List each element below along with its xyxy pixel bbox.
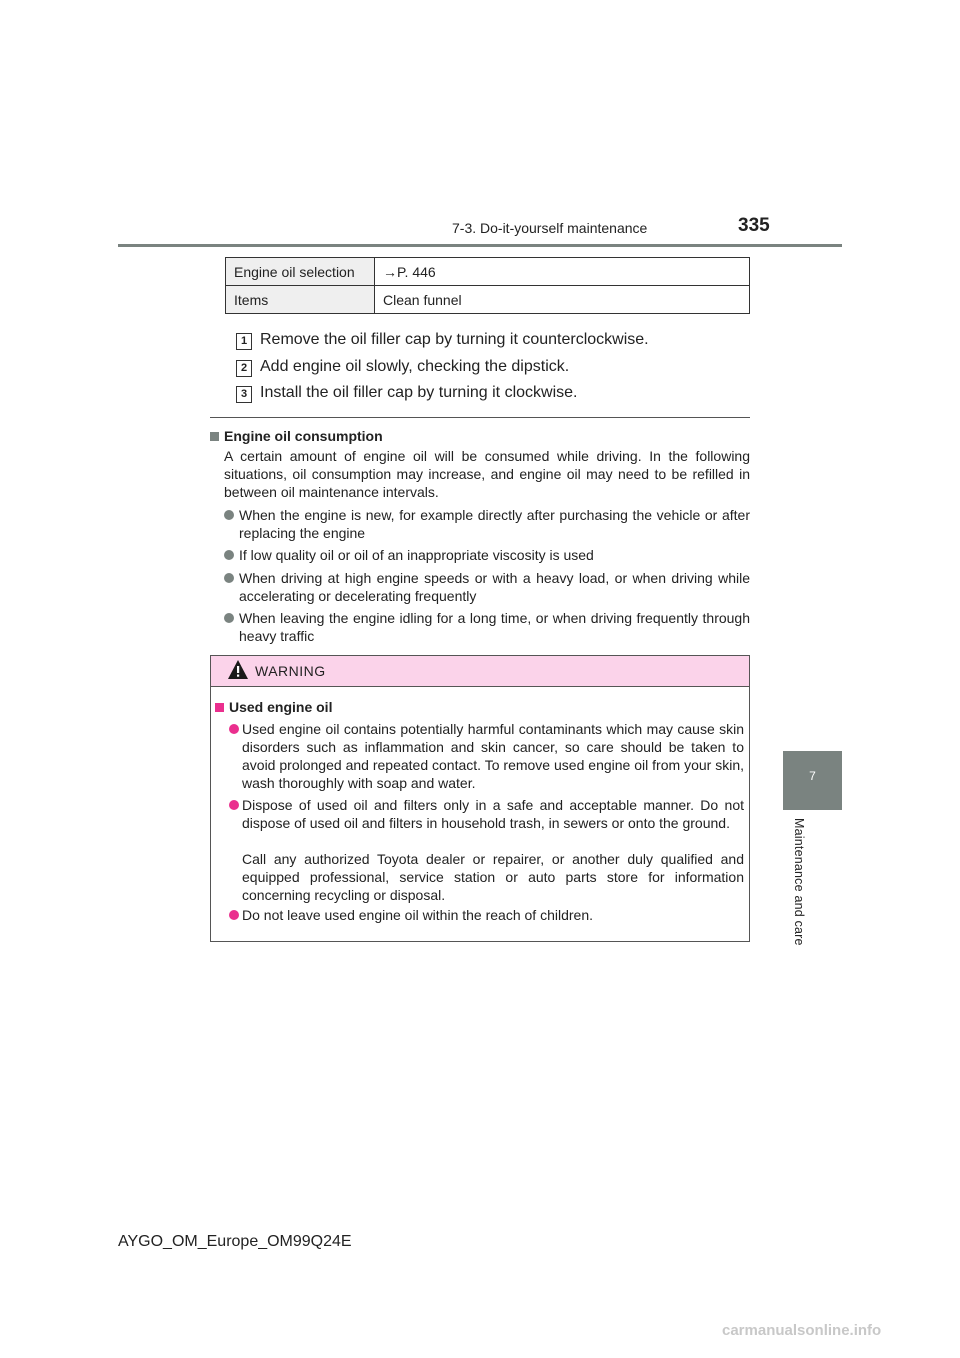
step-number-badge: 1 bbox=[236, 333, 252, 350]
bullet-dot-icon bbox=[224, 573, 234, 583]
watermark: carmanualsonline.info bbox=[722, 1322, 882, 1339]
step-number-badge: 2 bbox=[236, 360, 252, 377]
footer-document-code: AYGO_OM_Europe_OM99Q24E bbox=[118, 1233, 352, 1250]
spec-table bbox=[225, 257, 750, 314]
bullet-dot-icon bbox=[224, 510, 234, 520]
list-item bbox=[224, 609, 750, 645]
warning-header bbox=[211, 656, 749, 687]
list-item bbox=[224, 569, 750, 605]
list-item-text: When the engine is new, for example directly after purchasing the vehicle or after replacing the engine bbox=[239, 507, 750, 541]
consumption-heading-text: Engine oil consumption bbox=[224, 428, 383, 444]
square-bullet-icon bbox=[215, 703, 224, 712]
bullet-dot-icon bbox=[229, 910, 239, 920]
warning-item bbox=[229, 906, 744, 924]
warning-item bbox=[229, 720, 744, 792]
warning-item-text: Call any authorized Toyota dealer or repairer, or another duly qualified and equipped professional, service station or auto parts store for information concerning recycling or disposal. bbox=[242, 851, 744, 903]
warning-item-text: Dispose of used oil and filters only in a safe and acceptable manner. Do not dispose of used oil and filters in household trash, in sewers or onto the ground. bbox=[242, 797, 744, 831]
list-item-text: When driving at high engine speeds or with a heavy load, or when driving while accelerating or decelerating frequently bbox=[239, 570, 750, 604]
page-number: 335 bbox=[738, 215, 770, 236]
bullet-dot-icon bbox=[224, 613, 234, 623]
step-number-badge: 3 bbox=[236, 386, 252, 403]
warning-item-continuation bbox=[229, 850, 744, 904]
warning-heading-text: Used engine oil bbox=[229, 699, 333, 715]
header-divider bbox=[118, 244, 842, 247]
chapter-title: Maintenance and care bbox=[792, 818, 806, 946]
list-item bbox=[224, 506, 750, 542]
table-cell-label: Engine oil selection bbox=[226, 258, 375, 286]
warning-heading bbox=[215, 699, 332, 715]
list-item-text: If low quality oil or oil of an inappropriate viscosity is used bbox=[239, 547, 594, 563]
table-cell-label: Items bbox=[226, 286, 375, 314]
header-section-title: 7-3. Do-it-yourself maintenance bbox=[452, 220, 648, 236]
step-text: Remove the oil filler cap by turning it counterclockwise. bbox=[260, 331, 649, 348]
bullet-dot-icon bbox=[229, 800, 239, 810]
consumption-heading bbox=[210, 428, 383, 444]
square-bullet-icon bbox=[210, 432, 219, 441]
warning-item-text: Do not leave used engine oil within the reach of children. bbox=[242, 907, 593, 923]
list-item-text: When leaving the engine idling for a long time, or when driving frequently through heavy traffic bbox=[239, 610, 750, 644]
warning-box bbox=[210, 655, 750, 942]
table-cell-value: →P. 446 bbox=[375, 258, 750, 286]
consumption-intro: A certain amount of engine oil will be consumed while driving. In the following situations, oil consumption may increase, and engine oil may need to be refilled in between oil maintenance intervals. bbox=[224, 448, 750, 500]
table-row bbox=[226, 286, 750, 314]
warning-triangle-icon bbox=[227, 659, 249, 681]
bullet-dot-icon bbox=[224, 550, 234, 560]
table-cell-value: Clean funnel bbox=[375, 286, 750, 314]
warning-item-text: Used engine oil contains potentially harmful contaminants which may cause skin disorders such as inflammation and skin cancer, so care should be taken to avoid prolonged and repeated contact. To remove used engine oil from your skin, wash thoroughly with soap and water. bbox=[242, 721, 744, 791]
chapter-tab: 7 bbox=[783, 751, 842, 810]
step-text: Install the oil filler cap by turning it clockwise. bbox=[260, 384, 578, 401]
section-divider bbox=[210, 417, 750, 418]
step-text: Add engine oil slowly, checking the dipstick. bbox=[260, 358, 570, 375]
list-item bbox=[224, 546, 750, 564]
bullet-dot-icon bbox=[229, 724, 239, 734]
table-row bbox=[226, 258, 750, 286]
warning-title: WARNING bbox=[255, 663, 326, 679]
warning-item bbox=[229, 796, 744, 832]
